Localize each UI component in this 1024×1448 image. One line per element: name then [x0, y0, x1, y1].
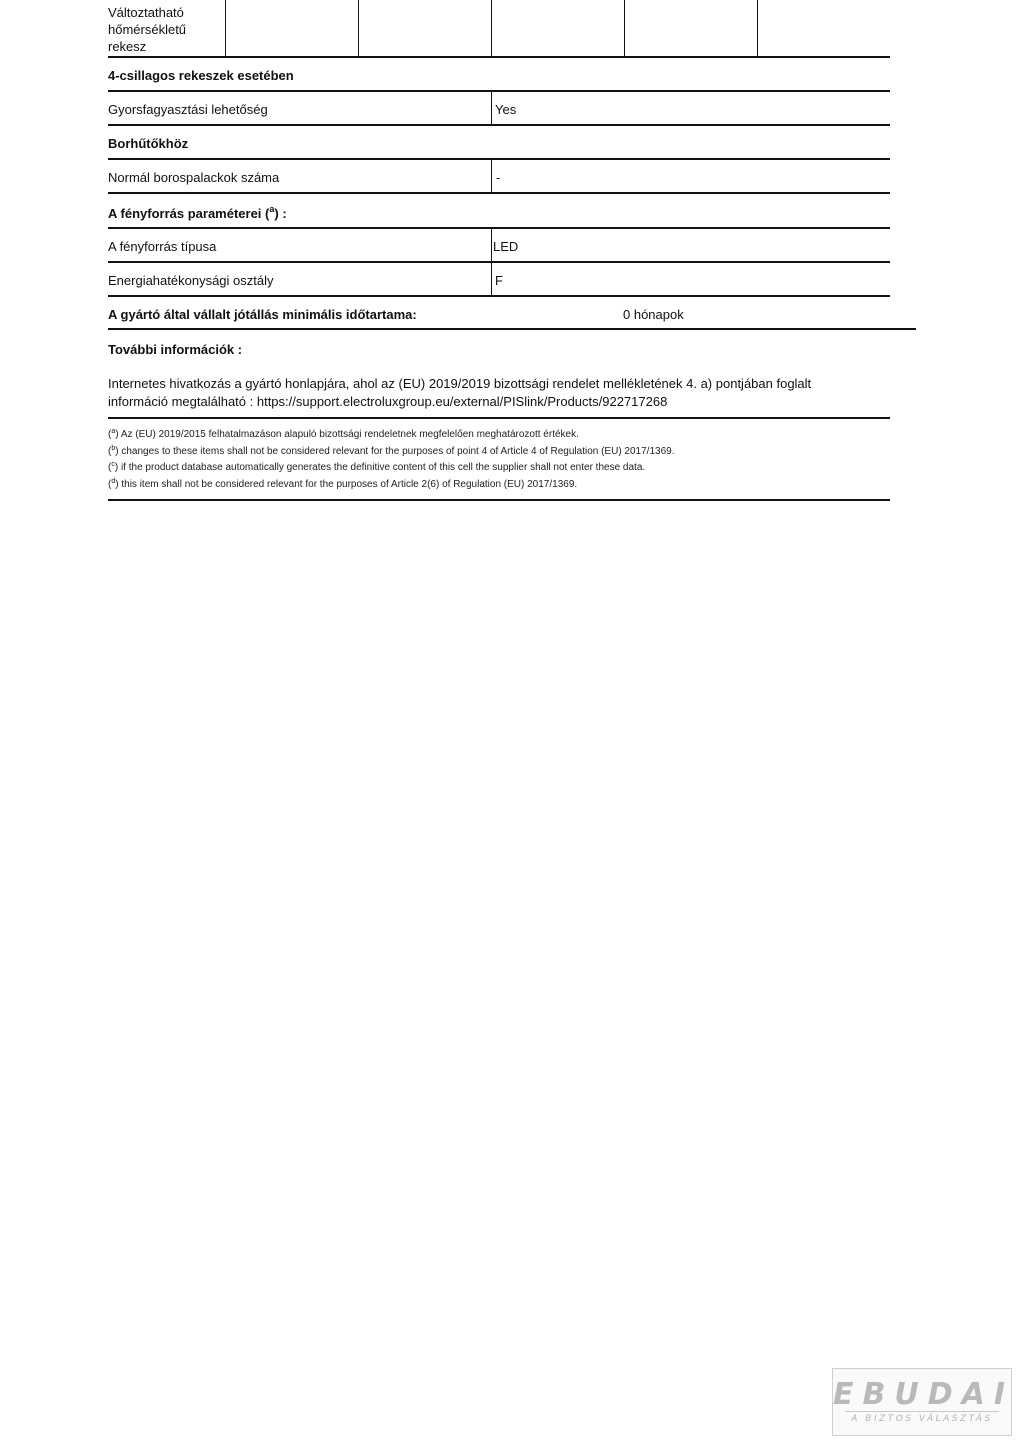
four-star-heading: 4-csillagos rekeszek esetében	[108, 68, 294, 83]
row-divider	[108, 328, 916, 330]
warranty-label: A gyártó által vállalt jótállás minimális időtartama:	[108, 307, 417, 322]
row-divider	[108, 417, 890, 419]
logo-divider	[845, 1411, 999, 1412]
column-divider	[358, 0, 359, 57]
footnote-a: ($^a$) Az (EU) 2019/2015 felhatalmazáson alapuló bizottsági rendeletnek megfelelően meghatározott értékek.	[108, 428, 579, 440]
fast-freeze-value: Yes	[495, 102, 517, 117]
column-divider	[491, 0, 492, 57]
ebudai-logo	[832, 1368, 1015, 1436]
column-divider	[225, 0, 226, 57]
row-divider	[108, 227, 890, 229]
more-info-heading: További információk :	[108, 342, 243, 357]
row-divider	[108, 124, 890, 126]
light-source-heading-text: A fényforrás paraméterei (	[108, 206, 270, 221]
light-source-heading	[108, 205, 287, 222]
footnotes	[108, 427, 890, 493]
column-divider	[757, 0, 758, 57]
row-divider	[108, 499, 890, 501]
light-type-label: A fényforrás típusa	[108, 239, 217, 254]
wine-cooler-heading: Borhűtőkhöz	[108, 136, 189, 151]
more-info-text-line2: információ megtalálható : https://support.electroluxgroup.eu/external/PISlink/Products/922717268	[108, 394, 668, 409]
logo-wordmark: EBUDAI	[833, 1377, 1015, 1412]
logo-tagline: A BIZTOS VÁLASZTÁS	[851, 1414, 993, 1424]
energy-class-label: Energiahatékonysági osztály	[108, 273, 274, 288]
footnote-c: ($^c$) if the product database automatically generates the definitive content of this cell the supplier shall not enter these data.	[108, 461, 646, 473]
column-divider	[624, 0, 625, 57]
energy-class-value: F	[495, 273, 503, 288]
row-divider	[108, 90, 890, 92]
variable-temperature-compartment-label: Változtatható hőmérsékletű rekesz	[108, 5, 187, 54]
row-divider	[108, 192, 890, 194]
fast-freeze-label: Gyorsfagyasztási lehetőség	[108, 102, 268, 117]
wine-bottles-value: -	[496, 170, 501, 185]
row-divider	[108, 158, 890, 160]
footnote-b: ($^b$) changes to these items shall not be considered relevant for the purposes of point 4 of Article 4 of Regulation (EU) 2017/1369.	[108, 444, 675, 457]
wine-bottles-label: Normál borospalackok száma	[108, 170, 280, 185]
column-divider	[491, 159, 492, 193]
light-type-value: LED	[493, 239, 519, 254]
light-source-heading-end: ) :	[274, 206, 287, 221]
row-divider	[108, 56, 890, 58]
warranty-value: 0 hónapok	[623, 307, 684, 322]
more-info-text-line1: Internetes hivatkozás a gyártó honlapjára, ahol az (EU) 2019/2019 bizottsági rendelet mellékletének 4. a) pontjában foglalt	[108, 376, 812, 391]
footnote-ref-a: a	[269, 204, 275, 214]
footnote-d: ($^d$) this item shall not be considered relevant for the purposes of Article 2(6) of Regulation (EU) 2017/1369.	[108, 477, 578, 490]
row-divider	[108, 261, 890, 263]
row-divider	[108, 295, 890, 297]
column-divider	[491, 91, 492, 125]
